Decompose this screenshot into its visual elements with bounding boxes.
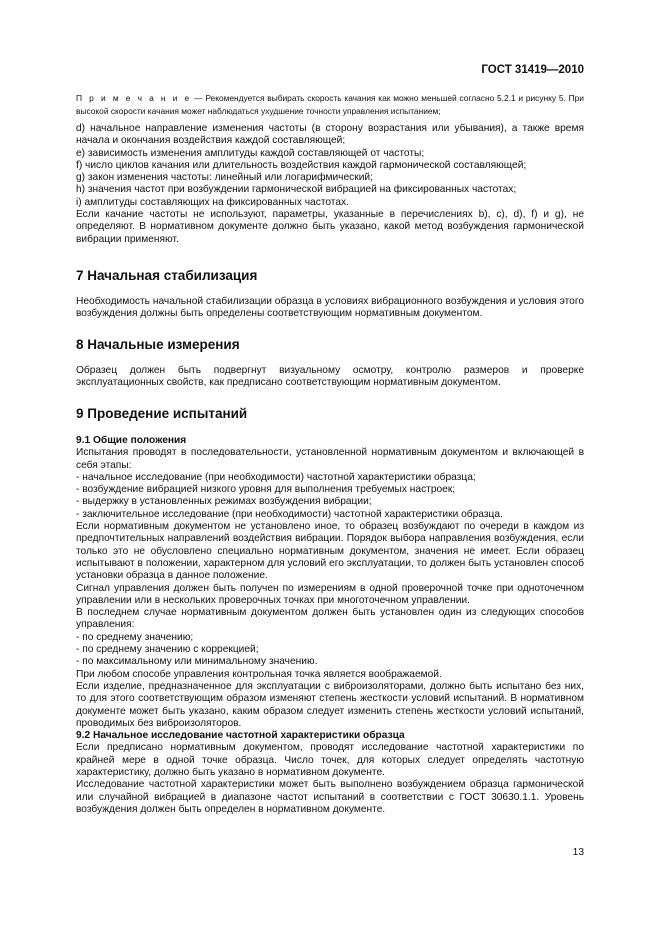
subsection-9-1-intro: Испытания проводят в последовательности, установленной нормативным документом и включающей в себя этапы: (76, 447, 584, 471)
list-item-i: i) амплитуды составляющих на фиксированных частотах. (76, 196, 349, 208)
document-header: ГОСТ 31419—2010 (481, 64, 584, 76)
note-text: — Рекомендуется выбирать скорость качания как можно меньшей согласно 5.2.1 и рисунку 5. При высокой скорости качания может наблюдаться ухудшение точности управления испытанием; (76, 93, 584, 116)
section-9-body (76, 435, 584, 816)
stage-item: - начальное исследование (при необходимости) частотной характеристики образца; (76, 471, 476, 483)
paragraph: Если изделие, предназначенное для эксплуатации с виброизоляторами, должно быть испытано без них, то для этого соответствующим образом изменяют степень жесткости условий испытаний. В нормативном документе может быть указано, каким образом следует изменить степень жесткости условий испытаний, проводимых без виброизоляторов. (76, 680, 584, 729)
control-method-item: - по максимальному или минимальному значению. (76, 656, 318, 668)
list-item-f: f) число циклов качания или длительность воздействия каждой гармонической составляющей; (76, 159, 527, 171)
paragraph: Сигнал управления должен быть получен по измерениям в одной проверочной точке при одноточечном управлении или в нескольких проверочных точках при многоточечном управлении. (76, 582, 584, 606)
paragraph: Если предписано нормативным документом, проводят исследование частотной характеристики по крайней мере в одной точке образца. Число точек, для которых следует определять частотную характеристику, должно быть указано в нормативном документе. (76, 742, 584, 779)
section-9-title: 9 Проведение испытаний (76, 406, 248, 421)
section-7-body (76, 296, 584, 321)
stage-item: - возбуждение вибрацией низкого уровня для выполнения требуемых настроек; (76, 484, 456, 496)
note-paragraph (76, 92, 584, 117)
subsection-9-1-title: 9.1 Общие положения (76, 435, 187, 446)
section-8-body (76, 365, 584, 390)
list-item-d: d) начальное направление изменения частоты (в сторону возрастания или убывания), а также время начала и окончания воздействия каждой составляющей; (76, 123, 584, 147)
section-8-title: 8 Начальные измерения (76, 337, 240, 352)
control-method-item: - по среднему значению с коррекцией; (76, 644, 259, 656)
control-method-item: - по среднему значению; (76, 631, 194, 643)
paragraph: Исследование частотной характеристики может быть выполнено возбуждением образца гармонической или случайной вибрацией в диапазоне частот испытаний в соответствии с ГОСТ 30630.1.1. Уровень возбуждения должен быть определен в нормативном документе. (76, 779, 584, 815)
paragraph: В последнем случае нормативным документом должен быть установлен один из следующих способов управления: (76, 607, 584, 631)
list-item-e: e) зависимость изменения амплитуды каждой составляющей от частоты; (76, 147, 425, 159)
stage-item: - выдержку в установленных режимах возбуждения вибрации; (76, 496, 372, 508)
section-7-title: 7 Начальная стабилизация (76, 268, 258, 283)
list-item-h: h) значения частот при возбуждении гармонической вибрацией на фиксированных частотах; (76, 184, 517, 196)
stage-item: - заключительное исследование (при необходимости) частотной характеристики образца. (76, 508, 503, 520)
page-number: 13 (572, 847, 584, 858)
section-7-text: Необходимость начальной стабилизации образца в условиях вибрационного возбуждения и условия этого возбуждения должны быть определены соответствующим нормативным документом. (76, 296, 584, 320)
subsection-9-2-title: 9.2 Начальное исследование частотной характеристики образца (76, 730, 405, 742)
note-tag: П р и м е ч а н и е (76, 93, 192, 103)
section-8-text: Образец должен быть подвергнут визуальному осмотру, контролю размеров и проверке эксплуатационных свойств, как предписано соответствующим нормативным документом. (76, 365, 584, 389)
paragraph: При любом способе управления контрольная точка является воображаемой. (76, 668, 442, 680)
list-block (76, 123, 584, 246)
paragraph-after-list: Если качание частоты не используют, параметры, указанные в перечислениях b), c), d), f) и g), не определяют. В нормативном документе должно быть указано, какой метод возбуждения гармонической вибрации применяют. (76, 209, 584, 245)
paragraph: Если нормативным документом не установлено иное, то образец возбуждают по очереди в каждом из предпочтительных направлений воздействия вибрации. Порядок выбора направления возбуждения, если только это не обусловлено специально нормативным документом, значения не имеет. Если образец испытывают в положении, характерном для условий его эксплуатации, то должен быть установлен способ установки образца в данное положение. (76, 521, 584, 582)
list-item-g: g) закон изменения частоты: линейный или логарифмический; (76, 172, 373, 184)
